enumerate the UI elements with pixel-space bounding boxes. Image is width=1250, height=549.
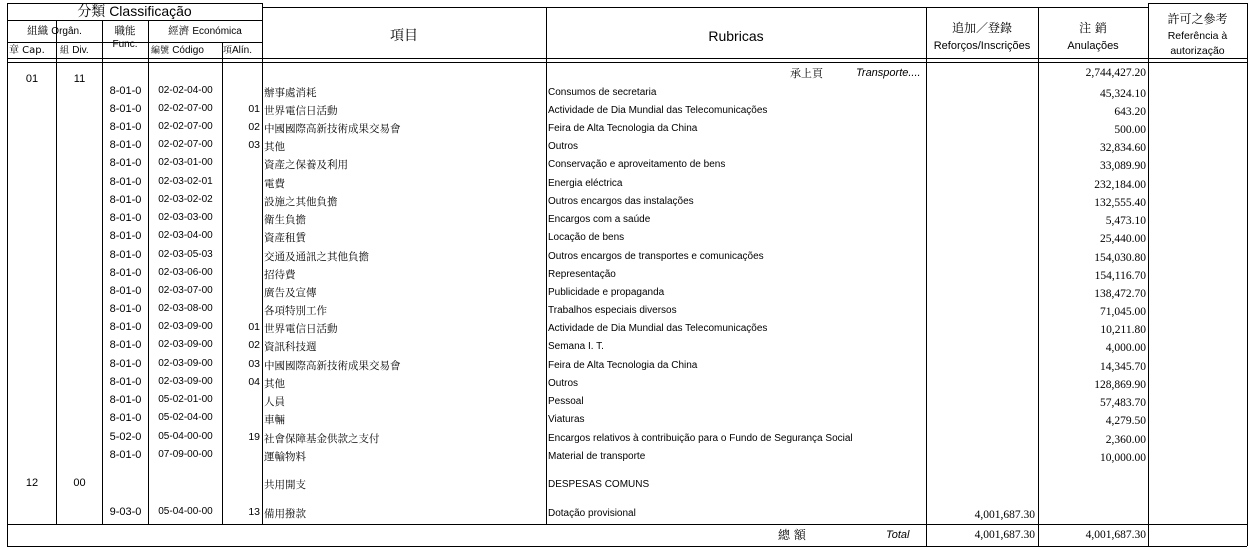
- carry-forward-value: 2,744,427.20: [1085, 67, 1146, 79]
- economic-code-cell: 05-04-00-00: [158, 506, 213, 517]
- rubrica-cell: Encargos relativos à contribuição para o Fundo de Segurança Social: [548, 433, 853, 444]
- rubrica-cell: Representação: [548, 269, 616, 280]
- economic-code-cell: 02-03-03-00: [158, 212, 213, 223]
- rubrica-cell: Pessoal: [548, 396, 584, 407]
- cancellation-value: 57,483.70: [1100, 397, 1146, 409]
- economic-code-cell: 02-03-09-00: [158, 376, 213, 387]
- cancellation-value: 32,834.60: [1100, 142, 1146, 154]
- rubrica-cell: Consumos de secretaria: [548, 87, 657, 98]
- reinforcements-header-zh: 追加／登錄: [951, 21, 1012, 35]
- rubrica-cell: Locação de bens: [548, 232, 625, 243]
- alinea-cell: 13: [248, 506, 260, 518]
- classification-header: 分類 Classificação: [77, 3, 192, 19]
- rubrica-cell: Outros encargos das instalações: [548, 196, 694, 207]
- cancellation-value: 500.00: [1114, 124, 1146, 136]
- economic-code-cell: 05-02-04-00: [158, 412, 213, 423]
- cancellation-value: 33,089.90: [1100, 160, 1146, 172]
- cancellation-value: 4,000.00: [1105, 342, 1146, 354]
- functional-header-pt: Func.: [112, 39, 138, 50]
- item-zh-cell: 其他: [264, 141, 285, 153]
- economic-code-cell: 05-02-01-00: [158, 394, 213, 405]
- cancellation-value: 4,279.50: [1105, 415, 1146, 427]
- total-label-zh: 總 額: [778, 528, 806, 542]
- economic-code-cell: 02-03-01-00: [158, 157, 213, 168]
- item-zh-cell: 廣告及宣傳: [264, 287, 317, 299]
- cancellation-value: 14,345.70: [1100, 361, 1146, 373]
- functional-code-cell: 5-02-0: [109, 431, 142, 443]
- chapter-header: 章 Cap.: [9, 45, 45, 56]
- cancellation-value: 154,030.80: [1094, 252, 1146, 264]
- economic-code-cell: 02-02-07-00: [158, 139, 213, 150]
- cancellation-value: 45,324.10: [1100, 88, 1146, 100]
- alinea-cell: 03: [248, 139, 260, 151]
- rubrica-cell: Encargos com a saúde: [548, 214, 651, 225]
- rubrica-cell: Conservação e aproveitamento de bens: [548, 159, 726, 170]
- cancellation-value: 5,473.10: [1105, 215, 1146, 227]
- rubrica-cell: Feira de Alta Tecnologia da China: [548, 123, 698, 134]
- cancellation-value: 643.20: [1114, 106, 1146, 118]
- total-reinforcements: 4,001,687.30: [974, 529, 1035, 541]
- economic-code-cell: 02-03-08-00: [158, 303, 213, 314]
- functional-code-cell: 8-01-0: [109, 285, 142, 297]
- rubrica-cell: Feira de Alta Tecnologia da China: [548, 360, 698, 371]
- economic-code-cell: 02-03-02-01: [158, 176, 213, 187]
- item-zh-cell: 各項特別工作: [264, 305, 327, 317]
- alinea-cell: 03: [248, 358, 260, 370]
- functional-code-cell: 8-01-0: [109, 449, 142, 461]
- functional-code-cell: 8-01-0: [109, 303, 142, 315]
- economic-code-cell: 02-02-07-00: [158, 103, 213, 114]
- rubrica-cell: Energia eléctrica: [548, 178, 623, 189]
- functional-code-cell: 9-03-0: [109, 506, 142, 518]
- item-zh-cell: 社會保障基金供款之支付: [264, 433, 380, 445]
- cancellation-value: 232,184.00: [1094, 179, 1146, 191]
- item-zh-cell: 共用開支: [264, 479, 306, 491]
- rubrica-cell: Actividade de Dia Mundial das Telecomunicações: [548, 105, 768, 116]
- chapter-cell: 12: [25, 477, 39, 489]
- item-zh-cell: 車輛: [264, 414, 285, 426]
- functional-code-cell: 8-01-0: [109, 358, 142, 370]
- carry-forward-label-zh: 承上頁: [790, 67, 823, 80]
- item-zh-cell: 世界電信日活動: [264, 105, 338, 117]
- code-header: 編號 Código: [151, 45, 204, 56]
- rubrica-cell: Material de transporte: [548, 451, 646, 462]
- cancellation-value: 71,045.00: [1100, 306, 1146, 318]
- cancellation-value: 10,211.80: [1100, 324, 1146, 336]
- functional-code-cell: 8-01-0: [109, 230, 142, 242]
- functional-code-cell: 8-01-0: [109, 376, 142, 388]
- carry-forward-label-pt: Transporte....: [856, 67, 921, 79]
- rubrica-cell: Dotação provisional: [548, 508, 636, 519]
- reference-header-pt2: autorização: [1170, 45, 1225, 57]
- rubrica-cell: Viaturas: [548, 414, 585, 425]
- economic-code-cell: 02-03-04-00: [158, 230, 213, 241]
- chapter-cell: 01: [25, 73, 39, 85]
- economic-code-cell: 07-09-00-00: [158, 449, 213, 460]
- economic-code-cell: 02-03-07-00: [158, 285, 213, 296]
- item-zh-cell: 運輸物料: [264, 451, 306, 463]
- functional-code-cell: 8-01-0: [109, 339, 142, 351]
- rubrica-cell: DESPESAS COMUNS: [548, 479, 650, 490]
- item-zh-cell: 資產租賃: [264, 232, 306, 244]
- rubrica-cell: Semana I. T.: [548, 341, 604, 352]
- cancellation-value: 138,472.70: [1094, 288, 1146, 300]
- functional-code-cell: 8-01-0: [109, 103, 142, 115]
- economic-code-cell: 02-03-09-00: [158, 339, 213, 350]
- alinea-cell: 04: [248, 376, 260, 388]
- cancellations-header-zh: 注 銷: [1079, 21, 1107, 35]
- item-zh-cell: 辦事處消耗: [264, 87, 317, 99]
- rubrica-cell: Actividade de Dia Mundial das Telecomunicações: [548, 323, 768, 334]
- rubrica-cell: Outros: [548, 378, 579, 389]
- reinforcements-header-pt: Reforços/Inscrições: [933, 40, 1031, 52]
- functional-code-cell: 8-01-0: [109, 412, 142, 424]
- group-cell: 00: [73, 477, 86, 489]
- rubrica-cell: Trabalhos especiais diversos: [548, 305, 677, 316]
- functional-code-cell: 8-01-0: [109, 157, 142, 169]
- functional-code-cell: 8-01-0: [109, 85, 142, 97]
- cancellation-value: 154,116.70: [1094, 270, 1146, 282]
- reinforcement-value: 4,001,687.30: [974, 509, 1035, 521]
- item-zh-cell: 交通及通訊之其他負擔: [264, 251, 369, 263]
- cancellations-header-pt: Anulações: [1067, 40, 1119, 52]
- group-cell: 11: [73, 73, 86, 85]
- rubrica-cell: Outros encargos de transportes e comunicações: [548, 251, 764, 262]
- functional-code-cell: 8-01-0: [109, 194, 142, 206]
- cancellation-value: 10,000.00: [1100, 452, 1146, 464]
- item-zh-cell: 資訊科技週: [264, 341, 317, 353]
- economic-code-cell: 02-02-04-00: [158, 85, 213, 96]
- functional-code-cell: 8-01-0: [109, 139, 142, 151]
- alinea-cell: 02: [248, 121, 260, 133]
- item-zh-cell: 世界電信日活動: [264, 323, 338, 335]
- economic-code-cell: 02-02-07-00: [158, 121, 213, 132]
- economic-code-cell: 02-03-02-02: [158, 194, 213, 205]
- item-zh-cell: 備用撥款: [264, 508, 306, 520]
- total-cancellations: 4,001,687.30: [1085, 529, 1146, 541]
- reference-header-zh: 許可之參考: [1167, 12, 1228, 26]
- economic-code-cell: 02-03-09-00: [158, 321, 213, 332]
- item-zh-cell: 設施之其他負擔: [264, 196, 338, 208]
- functional-code-cell: 8-01-0: [109, 121, 142, 133]
- functional-code-cell: 8-01-0: [109, 212, 142, 224]
- cancellation-value: 2,360.00: [1105, 434, 1146, 446]
- alinea-header: 項Alín.: [223, 45, 253, 56]
- organic-header: 組織 Orgân.: [27, 25, 82, 37]
- cancellation-value: 132,555.40: [1094, 197, 1146, 209]
- item-zh-cell: 資產之保養及利用: [264, 159, 348, 171]
- functional-code-cell: 8-01-0: [109, 321, 142, 333]
- item-zh-cell: 中國國際高新技術成果交易會: [264, 123, 401, 135]
- functional-code-cell: 8-01-0: [109, 249, 142, 261]
- economic-code-cell: 05-04-00-00: [158, 431, 213, 442]
- group-header: 組 Div.: [60, 45, 89, 56]
- rubrica-cell: Outros: [548, 141, 579, 152]
- functional-code-cell: 8-01-0: [109, 176, 142, 188]
- alinea-cell: 01: [248, 103, 260, 115]
- items-header: 項目: [390, 28, 418, 44]
- functional-code-cell: 8-01-0: [109, 267, 142, 279]
- economic-code-cell: 02-03-09-00: [158, 358, 213, 369]
- item-zh-cell: 衛生負擔: [264, 214, 306, 226]
- rubrica-cell: Publicidade e propaganda: [548, 287, 665, 298]
- functional-code-cell: 8-01-0: [109, 394, 142, 406]
- rubricas-header: Rubricas: [708, 28, 764, 44]
- economic-code-cell: 02-03-06-00: [158, 267, 213, 278]
- alinea-cell: 19: [248, 431, 260, 443]
- item-zh-cell: 招待費: [264, 269, 296, 281]
- item-zh-cell: 其他: [264, 378, 285, 390]
- economic-code-cell: 02-03-05-03: [158, 249, 213, 260]
- alinea-cell: 01: [248, 321, 260, 333]
- alinea-cell: 02: [248, 339, 260, 351]
- total-label-pt: Total: [886, 529, 910, 541]
- item-zh-cell: 人員: [264, 396, 285, 408]
- reference-header-pt1: Referência à: [1167, 30, 1228, 42]
- cancellation-value: 25,440.00: [1100, 233, 1146, 245]
- functional-header-zh: 職能: [114, 25, 136, 37]
- economic-header: 經濟 Económica: [168, 25, 242, 37]
- cancellation-value: 128,869.90: [1094, 379, 1146, 391]
- item-zh-cell: 中國國際高新技術成果交易會: [264, 360, 401, 372]
- item-zh-cell: 電費: [264, 178, 285, 190]
